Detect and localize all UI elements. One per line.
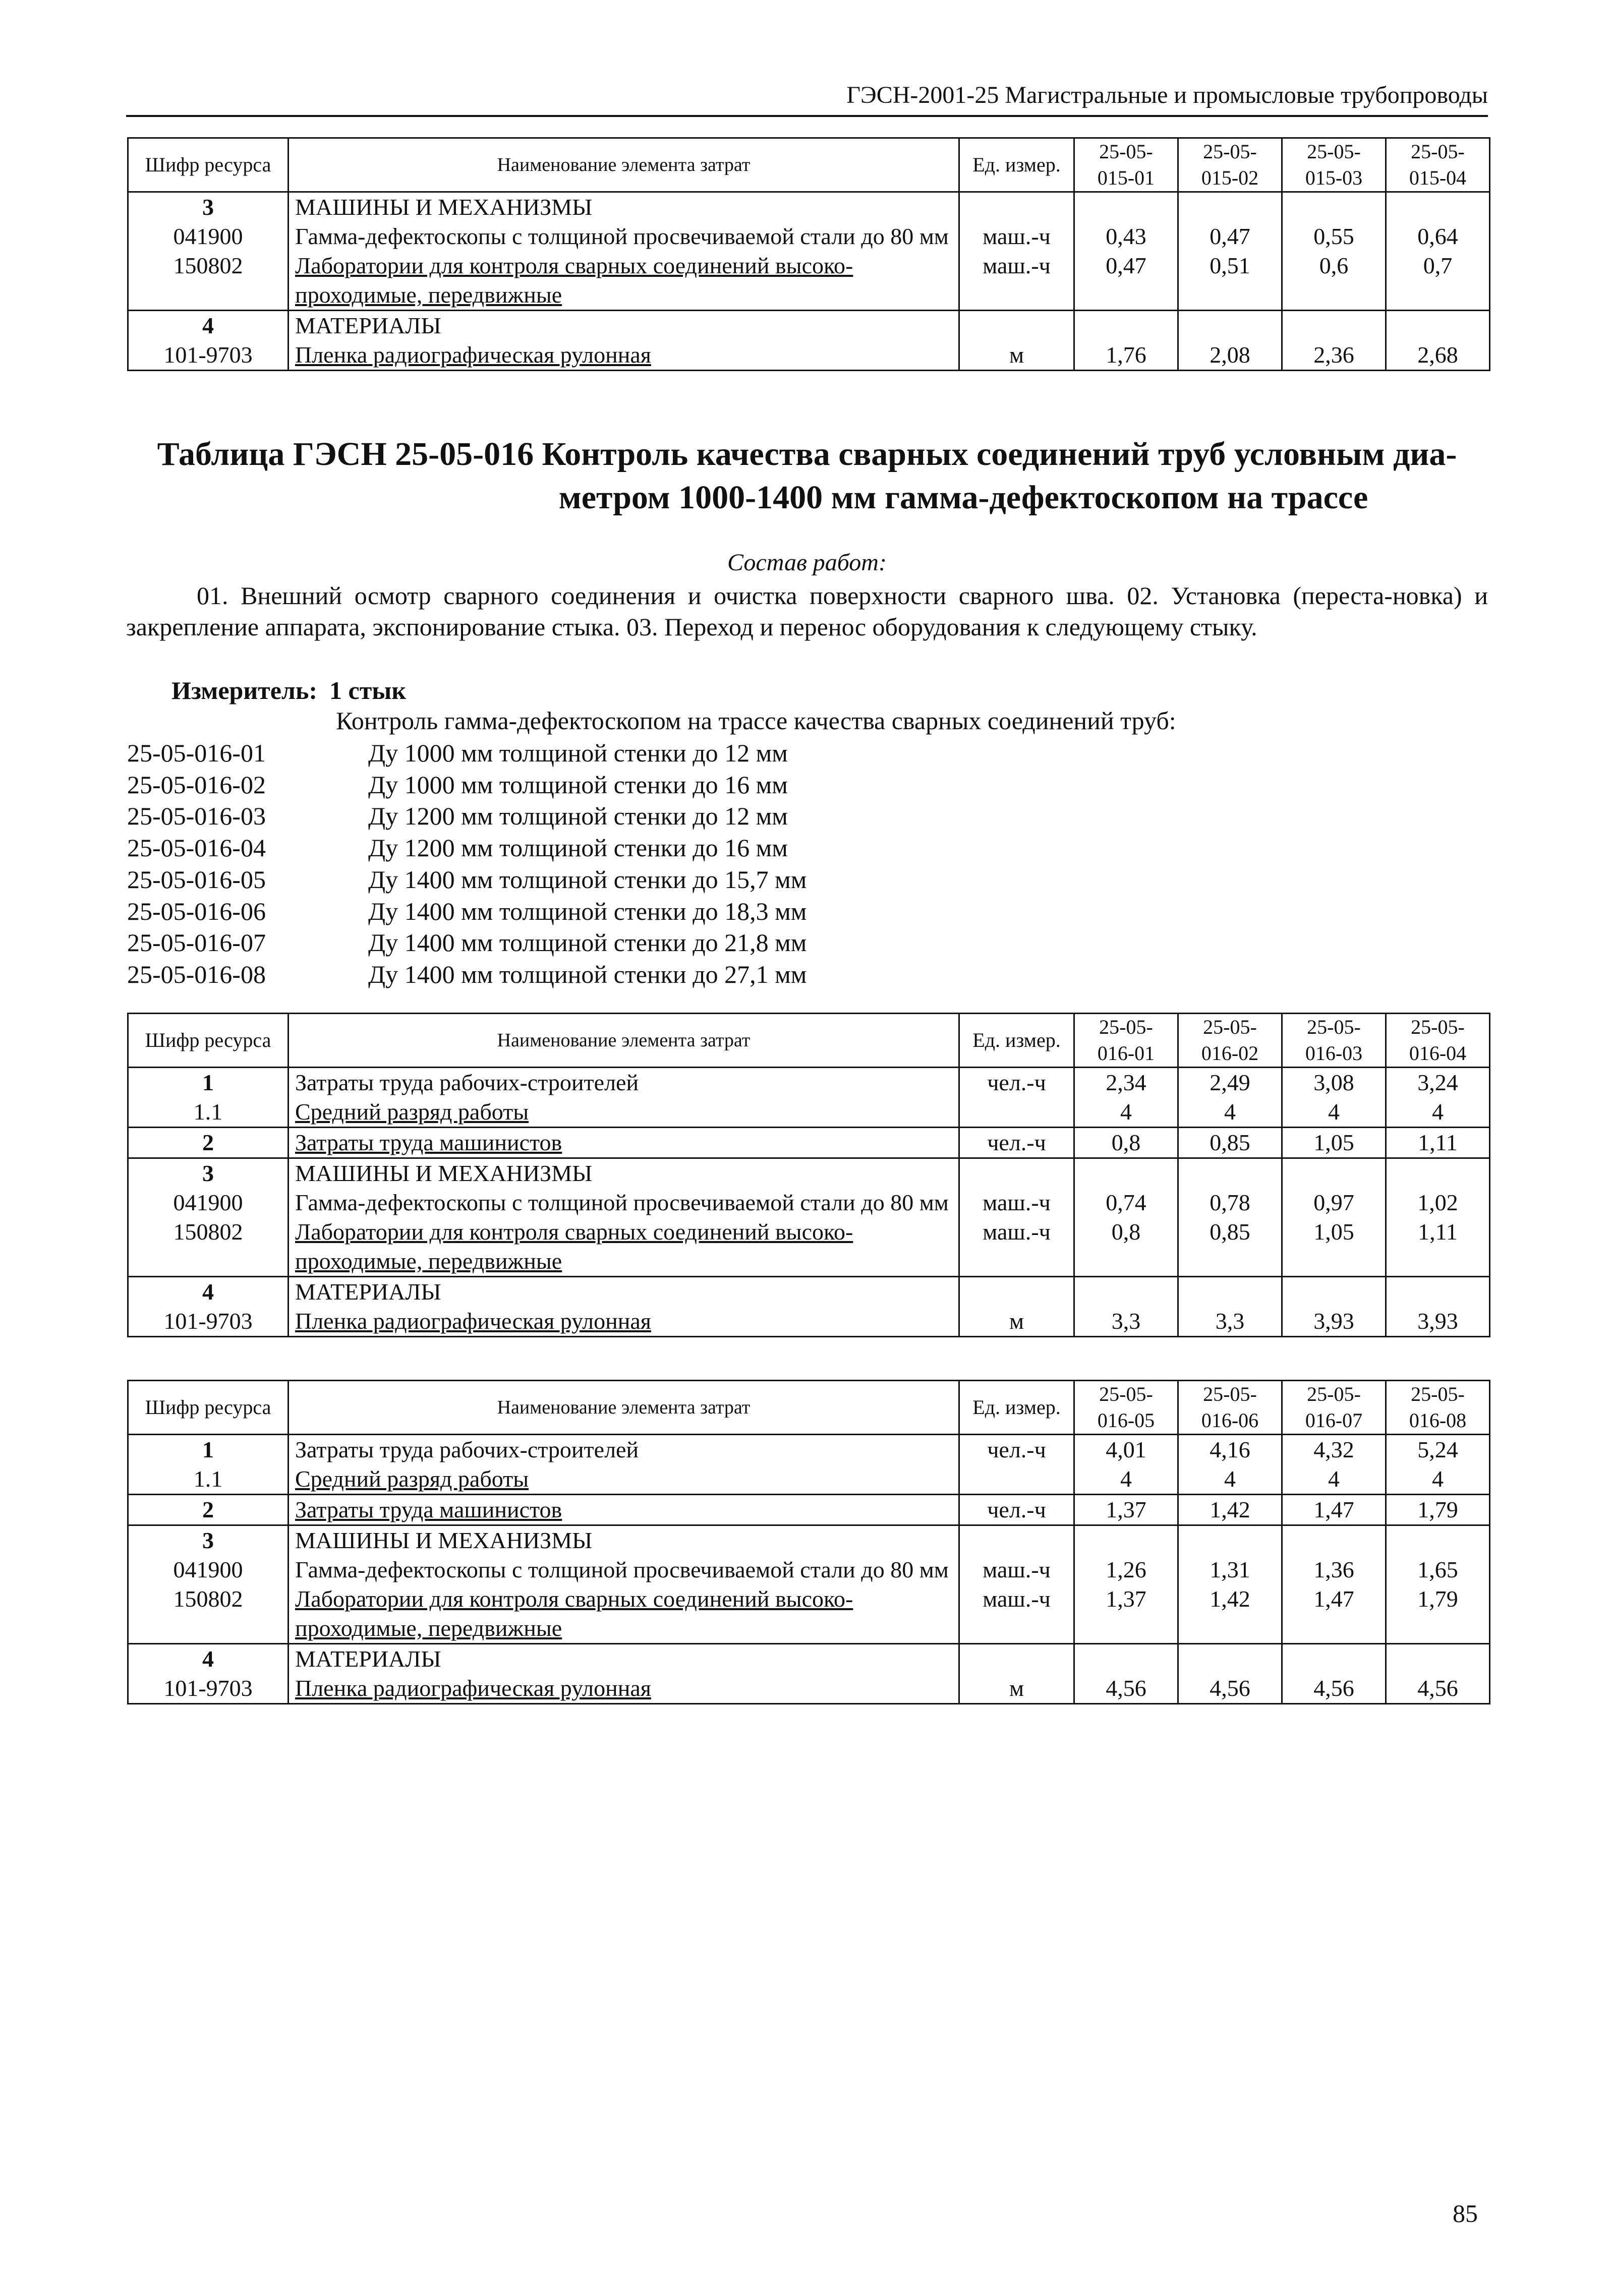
table-row (128, 1277, 1490, 1307)
norm-value: 1,79 (1386, 1495, 1490, 1525)
section-title: МАШИНЫ И МЕХАНИЗМЫ (289, 1525, 959, 1556)
norm-value: 4,56 (1178, 1674, 1282, 1704)
table-row (128, 1158, 1490, 1189)
resource-code: 1 (128, 1435, 289, 1465)
norm-value: 1,42 (1178, 1584, 1282, 1644)
resource-code: 4 (128, 311, 289, 341)
norm-code: 25-05-016-02 (127, 770, 266, 799)
norm-code: 25-05-016-08 (127, 960, 266, 988)
resource-code: 3 (128, 1158, 289, 1189)
list-item (127, 800, 807, 832)
norm-value: 3,24 (1386, 1068, 1490, 1098)
norm-code: 25-05-016-06 (127, 897, 266, 925)
resource-name: Лаборатории для контроля сварных соединений высоко-проходимые, передвижные (289, 1584, 959, 1644)
section-title: МАШИНЫ И МЕХАНИЗМЫ (289, 1158, 959, 1189)
norm-value: 4 (1386, 1464, 1490, 1495)
resource-code: 2 (128, 1128, 289, 1158)
table-title-line: Таблица ГЭСН 25-05-016 Контроль качества сварных соединений труб условным диа- (157, 436, 1457, 473)
resource-table-016-b (127, 1380, 1490, 1704)
table-title-line: метром 1000-1400 мм гамма-дефектоскопом на трассе (558, 479, 1368, 516)
norm-value: 0,64 (1386, 222, 1490, 251)
table-row (128, 251, 1490, 311)
col-header-code: Шифр ресурса (128, 1014, 289, 1068)
norm-description: Ду 1000 мм толщиной стенки до 16 мм (368, 770, 788, 799)
norm-value: 4,56 (1282, 1674, 1386, 1704)
col-header-norm: 25-05- 016-04 (1386, 1014, 1490, 1068)
col-header-norm: 25-05- 016-03 (1282, 1014, 1386, 1068)
norm-code: 25-05-016-01 (127, 739, 266, 767)
norm-value: 4 (1386, 1097, 1490, 1128)
running-header: ГЭСН-2001-25 Магистральные и промысловые трубопроводы (126, 76, 1488, 117)
norm-value: 2,34 (1074, 1068, 1178, 1098)
norm-value: 1,11 (1386, 1217, 1490, 1277)
norm-value: 4 (1282, 1097, 1386, 1128)
col-header-norm: 25-05- 016-08 (1386, 1381, 1490, 1435)
table-row (128, 1525, 1490, 1556)
col-header-norm: 25-05- 015-02 (1178, 138, 1282, 192)
norm-value: 1,05 (1282, 1217, 1386, 1277)
resource-code: 1.1 (128, 1464, 289, 1495)
norm-value: 2,49 (1178, 1068, 1282, 1098)
resource-code: 150802 (128, 251, 289, 311)
table-row (128, 340, 1490, 371)
resource-name: Гамма-дефектоскопы с толщиной просвечиваемой стали до 80 мм (289, 1555, 959, 1584)
table-row (128, 1584, 1490, 1644)
norm-value: 1,79 (1386, 1584, 1490, 1644)
table-row (128, 1555, 1490, 1584)
list-item (127, 864, 807, 896)
norm-value: 1,37 (1074, 1584, 1178, 1644)
col-header-name: Наименование элемента затрат (289, 1014, 959, 1068)
resource-unit: маш.-ч (959, 251, 1074, 311)
norm-value: 1,65 (1386, 1555, 1490, 1584)
resource-unit: м (959, 1307, 1074, 1337)
table-row (128, 1128, 1490, 1158)
norm-value: 4 (1282, 1464, 1386, 1495)
table-header-row (128, 1381, 1490, 1435)
norm-value: 0,8 (1074, 1128, 1178, 1158)
norm-value: 4,56 (1074, 1674, 1178, 1704)
norm-description: Ду 1200 мм толщиной стенки до 12 мм (368, 802, 788, 831)
norm-value: 0,85 (1178, 1128, 1282, 1158)
col-header-code: Шифр ресурса (128, 138, 289, 192)
resource-name: Затраты труда рабочих-строителей (289, 1068, 959, 1098)
norm-value: 3,3 (1178, 1307, 1282, 1337)
resource-table-016-a (127, 1013, 1490, 1337)
table-row (128, 1188, 1490, 1217)
list-item (127, 959, 807, 990)
norm-code: 25-05-016-04 (127, 834, 266, 862)
list-item (127, 769, 807, 801)
resource-unit: маш.-ч (959, 1555, 1074, 1584)
resource-name: Пленка радиографическая рулонная (289, 1674, 959, 1704)
norm-value: 5,24 (1386, 1435, 1490, 1465)
table-row (128, 192, 1490, 222)
resource-unit: чел.-ч (959, 1495, 1074, 1525)
norm-value: 0,51 (1178, 251, 1282, 311)
col-header-norm: 25-05- 016-06 (1178, 1381, 1282, 1435)
resource-unit (959, 1464, 1074, 1495)
resource-unit (959, 1097, 1074, 1128)
norm-value: 0,74 (1074, 1188, 1178, 1217)
resource-unit: чел.-ч (959, 1435, 1074, 1465)
table-row (128, 1644, 1490, 1674)
norm-code: 25-05-016-03 (127, 802, 266, 831)
norms-intro: Контроль гамма-дефектоскопом на трассе качества сварных соединений труб: (336, 707, 1176, 735)
norm-value: 0,7 (1386, 251, 1490, 311)
col-header-norm: 25-05- 015-03 (1282, 138, 1386, 192)
norm-description: Ду 1400 мм толщиной стенки до 21,8 мм (368, 928, 807, 957)
table-header-row (128, 138, 1490, 192)
resource-name: Пленка радиографическая рулонная (289, 1307, 959, 1337)
norm-value: 4 (1178, 1464, 1282, 1495)
norm-value: 3,93 (1282, 1307, 1386, 1337)
col-header-unit: Ед. измер. (959, 1381, 1074, 1435)
norm-value: 1,26 (1074, 1555, 1178, 1584)
page-number: 85 (1453, 2199, 1478, 2227)
norm-value: 3,08 (1282, 1068, 1386, 1098)
resource-unit: маш.-ч (959, 222, 1074, 251)
resource-code: 2 (128, 1495, 289, 1525)
resource-code: 041900 (128, 1555, 289, 1584)
table-row (128, 1097, 1490, 1128)
norm-value: 4 (1074, 1464, 1178, 1495)
norm-value: 1,47 (1282, 1584, 1386, 1644)
norm-value: 0,55 (1282, 222, 1386, 251)
resource-unit: м (959, 340, 1074, 371)
resource-name: Затраты труда машинистов (289, 1495, 959, 1525)
col-header-norm: 25-05- 016-05 (1074, 1381, 1178, 1435)
resource-code: 101-9703 (128, 340, 289, 371)
norm-value: 0,6 (1282, 251, 1386, 311)
norm-value: 2,68 (1386, 340, 1490, 371)
norm-description: Ду 1200 мм толщиной стенки до 16 мм (368, 834, 788, 862)
resource-name: Лаборатории для контроля сварных соединений высоко-проходимые, передвижные (289, 251, 959, 311)
col-header-name: Наименование элемента затрат (289, 1381, 959, 1435)
norm-value: 4,56 (1386, 1674, 1490, 1704)
norm-value: 1,47 (1282, 1495, 1386, 1525)
norm-value: 0,47 (1178, 222, 1282, 251)
table-row (128, 1068, 1490, 1098)
resource-code: 3 (128, 1525, 289, 1556)
norm-code: 25-05-016-07 (127, 928, 266, 957)
col-header-norm: 25-05- 016-02 (1178, 1014, 1282, 1068)
norm-description: Ду 1000 мм толщиной стенки до 12 мм (368, 739, 788, 767)
resource-unit: чел.-ч (959, 1068, 1074, 1098)
work-composition-label: Состав работ: (727, 549, 887, 576)
norm-value: 1,31 (1178, 1555, 1282, 1584)
col-header-norm: 25-05- 015-04 (1386, 138, 1490, 192)
resource-code: 4 (128, 1644, 289, 1674)
col-header-name: Наименование элемента затрат (289, 138, 959, 192)
norm-value: 0,97 (1282, 1188, 1386, 1217)
norm-value: 4,32 (1282, 1435, 1386, 1465)
norm-value: 2,08 (1178, 340, 1282, 371)
measure-unit (171, 675, 406, 706)
work-composition-text: 01. Внешний осмотр сварного соединения и очистка поверхности сварного шва. 02. Установка (переста-новка) и закрепление аппарата, экспонирование стыка. 03. Переход и перенос оборудования к следующему стыку. (126, 581, 1488, 641)
norm-value: 0,8 (1074, 1217, 1178, 1277)
norm-value: 1,02 (1386, 1188, 1490, 1217)
table-row (128, 1464, 1490, 1495)
table-row (128, 1435, 1490, 1465)
norm-value: 1,42 (1178, 1495, 1282, 1525)
resource-table-015 (127, 137, 1490, 371)
norm-description: Ду 1400 мм толщиной стенки до 18,3 мм (368, 897, 807, 925)
list-item (127, 927, 807, 959)
resource-code: 4 (128, 1277, 289, 1307)
norm-value: 4,16 (1178, 1435, 1282, 1465)
section-title: МАШИНЫ И МЕХАНИЗМЫ (289, 192, 959, 222)
col-header-unit: Ед. измер. (959, 138, 1074, 192)
norm-value: 2,36 (1282, 340, 1386, 371)
resource-name: Затраты труда рабочих-строителей (289, 1435, 959, 1465)
resource-code: 150802 (128, 1217, 289, 1277)
table-row (128, 222, 1490, 251)
section-title: МАТЕРИАЛЫ (289, 1277, 959, 1307)
table-row (128, 1217, 1490, 1277)
resource-name: Пленка радиографическая рулонная (289, 340, 959, 371)
resource-name: Гамма-дефектоскопы с толщиной просвечиваемой стали до 80 мм (289, 222, 959, 251)
resource-code: 3 (128, 192, 289, 222)
norm-value: 1,36 (1282, 1555, 1386, 1584)
resource-name: Гамма-дефектоскопы с толщиной просвечиваемой стали до 80 мм (289, 1188, 959, 1217)
resource-code: 041900 (128, 222, 289, 251)
norm-value: 1,37 (1074, 1495, 1178, 1525)
resource-unit: чел.-ч (959, 1128, 1074, 1158)
norm-value: 4,01 (1074, 1435, 1178, 1465)
norm-value: 1,11 (1386, 1128, 1490, 1158)
norm-value: 0,78 (1178, 1188, 1282, 1217)
section-title: МАТЕРИАЛЫ (289, 1644, 959, 1674)
list-item (127, 896, 807, 927)
section-title: МАТЕРИАЛЫ (289, 311, 959, 341)
resource-code: 1.1 (128, 1097, 289, 1128)
table-row (128, 1495, 1490, 1525)
norm-description: Ду 1400 мм толщиной стенки до 27,1 мм (368, 960, 807, 988)
norm-value: 0,43 (1074, 222, 1178, 251)
measure-value: 1 стык (329, 676, 407, 704)
resource-unit: маш.-ч (959, 1188, 1074, 1217)
table-row (128, 1307, 1490, 1337)
table-row (128, 1674, 1490, 1704)
col-header-code: Шифр ресурса (128, 1381, 289, 1435)
resource-name: Лаборатории для контроля сварных соединений высоко-проходимые, передвижные (289, 1217, 959, 1277)
norm-value: 0,85 (1178, 1217, 1282, 1277)
resource-unit: маш.-ч (959, 1217, 1074, 1277)
col-header-unit: Ед. измер. (959, 1014, 1074, 1068)
norm-value: 3,93 (1386, 1307, 1490, 1337)
resource-name: Средний разряд работы (289, 1097, 959, 1128)
resource-name: Средний разряд работы (289, 1464, 959, 1495)
table-row (128, 311, 1490, 341)
list-item (127, 737, 807, 769)
measure-label: Измеритель: (171, 676, 318, 704)
resource-unit: м (959, 1674, 1074, 1704)
resource-unit: маш.-ч (959, 1584, 1074, 1644)
table-header-row (128, 1014, 1490, 1068)
norm-value: 1,76 (1074, 340, 1178, 371)
resource-code: 150802 (128, 1584, 289, 1644)
table-title (126, 433, 1488, 519)
norm-code: 25-05-016-05 (127, 865, 266, 894)
resource-code: 041900 (128, 1188, 289, 1217)
norm-value: 4 (1074, 1097, 1178, 1128)
resource-code: 101-9703 (128, 1674, 289, 1704)
norm-code-list (127, 737, 807, 990)
list-item (127, 832, 807, 864)
resource-code: 101-9703 (128, 1307, 289, 1337)
norm-value: 4 (1178, 1097, 1282, 1128)
norm-value: 3,3 (1074, 1307, 1178, 1337)
col-header-norm: 25-05- 016-01 (1074, 1014, 1178, 1068)
col-header-norm: 25-05- 015-01 (1074, 138, 1178, 192)
resource-name: Затраты труда машинистов (289, 1128, 959, 1158)
col-header-norm: 25-05- 016-07 (1282, 1381, 1386, 1435)
norm-value: 1,05 (1282, 1128, 1386, 1158)
norm-description: Ду 1400 мм толщиной стенки до 15,7 мм (368, 865, 807, 894)
norm-value: 0,47 (1074, 251, 1178, 311)
resource-code: 1 (128, 1068, 289, 1098)
